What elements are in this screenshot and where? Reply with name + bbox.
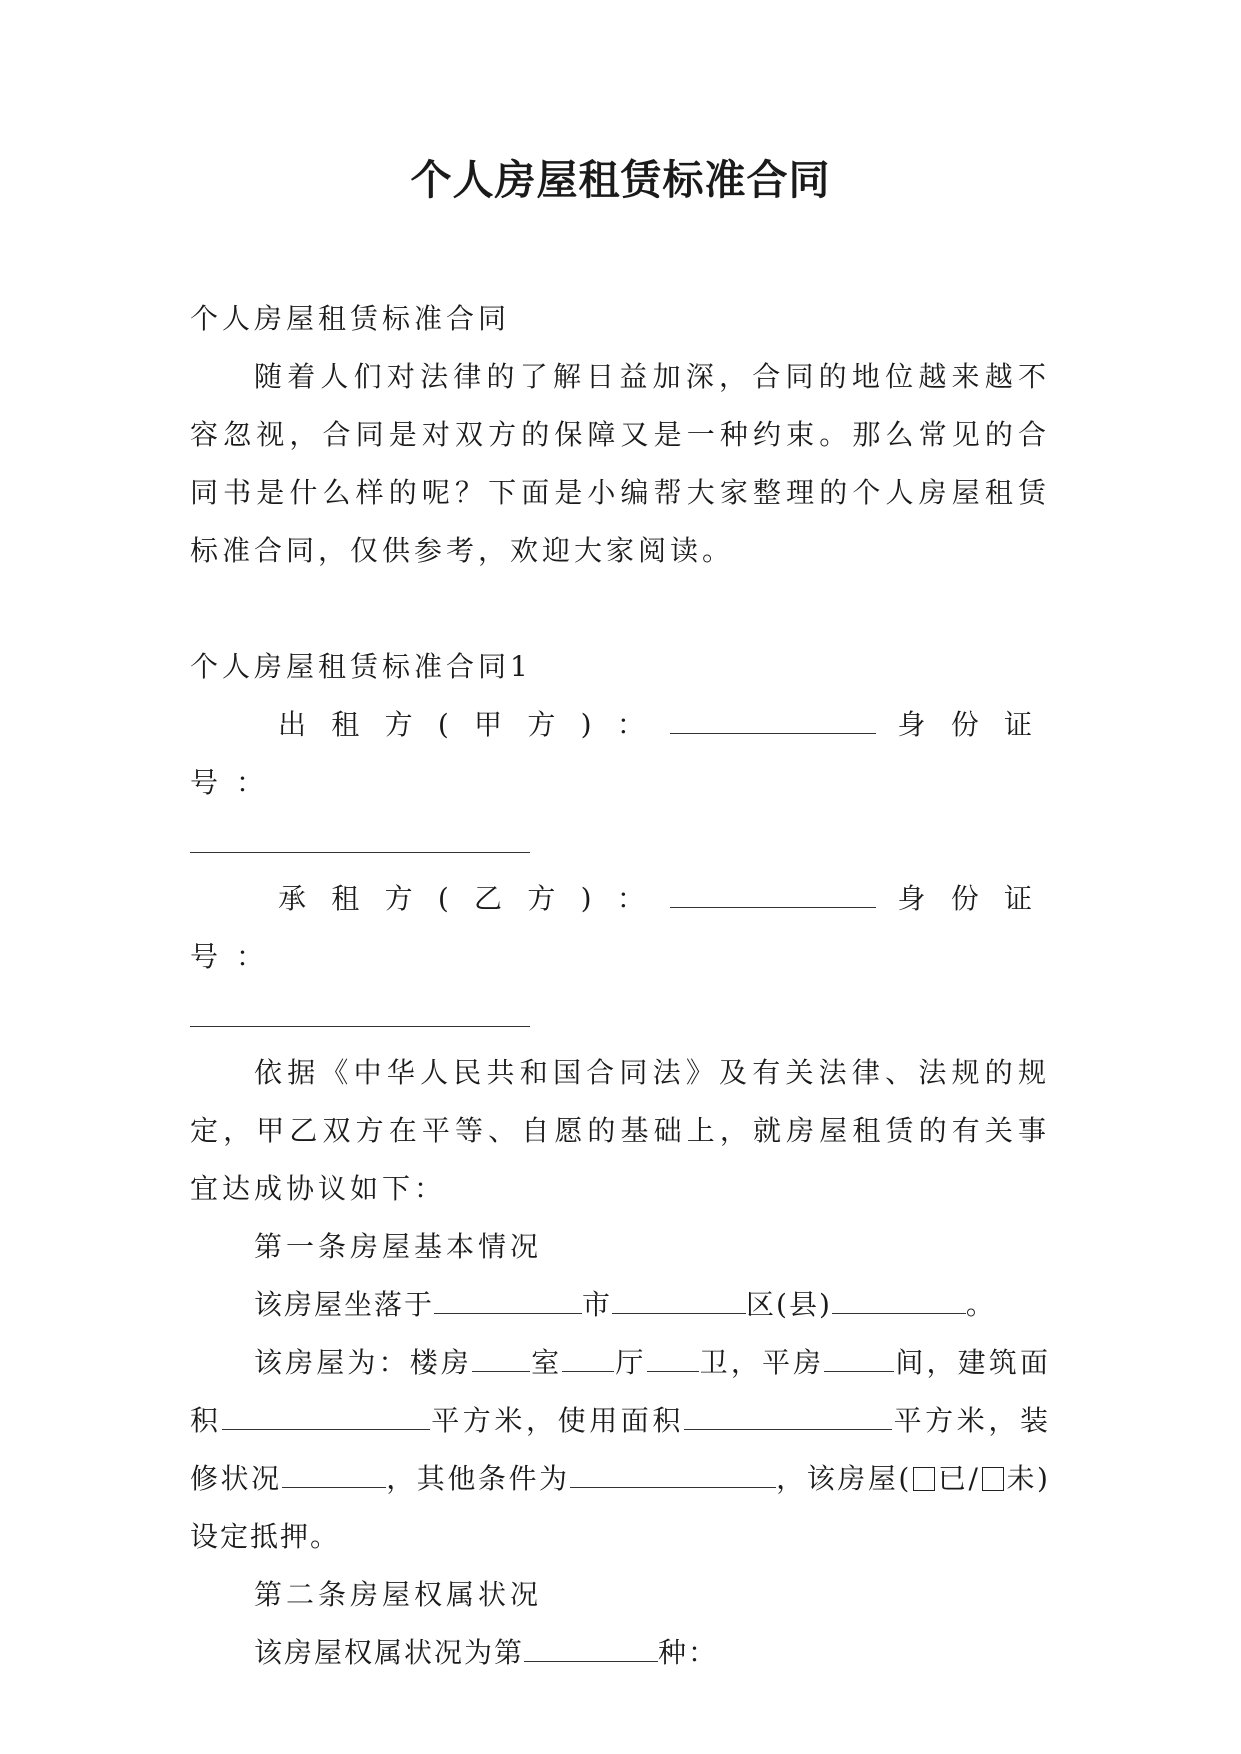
article2-heading: 第二条房屋权属状况 [254, 1578, 543, 1611]
party-b-id-label: 身份证号： [190, 882, 1050, 973]
use-area-blank[interactable] [684, 1407, 892, 1430]
details-prefix: 该房屋为：楼房 [254, 1346, 472, 1379]
mortgage-yes-checkbox[interactable] [913, 1467, 935, 1491]
building-area-blank[interactable] [222, 1407, 430, 1430]
city-label: 市 [582, 1288, 613, 1321]
party-b-label: 承租方(乙方)： [278, 882, 671, 915]
bath-blank[interactable] [647, 1349, 699, 1372]
document-body [190, 290, 1050, 1682]
details-comma: ， [775, 1462, 807, 1495]
article2-prefix: 该房屋权属状况为第 [254, 1636, 525, 1669]
article1-heading: 第一条房屋基本情况 [254, 1230, 543, 1263]
hall-blank[interactable] [562, 1349, 614, 1372]
article2-suffix: 种： [658, 1636, 719, 1669]
party-a-line [190, 696, 1050, 812]
party-b-id-blank[interactable] [190, 1004, 530, 1027]
party-b-line [190, 870, 1050, 986]
party-a-label: 出租方(甲方)： [278, 708, 671, 741]
decoration-blank[interactable] [282, 1465, 386, 1488]
mortgage-no-checkbox[interactable] [982, 1467, 1004, 1491]
room-label: 室 [529, 1346, 563, 1379]
intro-paragraph: 随着人们对法律的了解日益加深，合同的地位越来越不容忽视，合同是对双方的保障又是一种约束。那么常见的合同书是什么样的呢？下面是小编帮大家整理的个人房屋租赁标准合同，仅供参考，欢迎大家阅读。 [190, 360, 1050, 567]
jian-blank[interactable] [824, 1349, 894, 1372]
mortgage-no-label: 未)设定抵押。 [190, 1462, 1050, 1553]
article1-location-line [190, 1276, 1050, 1334]
sqm-use-label: 平方米，使用面积 [429, 1404, 684, 1437]
document-title: 个人房屋租赁标准合同 [410, 156, 831, 204]
mortgage-yes-label: 已/ [937, 1462, 980, 1495]
ownership-type-blank[interactable] [524, 1639, 658, 1662]
other-label: ，其他条件为 [385, 1462, 570, 1495]
location-blank-2[interactable] [612, 1291, 746, 1314]
section-heading: 个人房屋租赁标准合同1 [190, 650, 532, 683]
bath-label: 卫，平房 [698, 1346, 825, 1379]
intro-heading: 个人房屋租赁标准合同 [190, 302, 511, 335]
other-blank[interactable] [570, 1465, 776, 1488]
location-blank-3[interactable] [832, 1291, 966, 1314]
location-end: 。 [965, 1288, 996, 1321]
room-blank[interactable] [472, 1349, 530, 1372]
article1-details-paragraph [190, 1334, 1050, 1566]
party-a-id-label: 身份证号： [190, 708, 1050, 799]
party-b-name-blank[interactable] [670, 885, 876, 908]
article2-line [190, 1624, 1050, 1682]
location-prefix: 该房屋坐落于 [254, 1288, 435, 1321]
party-a-id-line [190, 812, 1050, 870]
basis-paragraph: 依据《中华人民共和国合同法》及有关法律、法规的规定，甲乙双方在平等、自愿的基础上，就房屋租赁的有关事宜达成协议如下： [190, 1056, 1050, 1205]
party-a-name-blank[interactable] [670, 711, 876, 734]
building-area-label: 建筑面积 [190, 1346, 1050, 1437]
district-label: 区(县) [746, 1288, 832, 1321]
jian-label: 间， [894, 1346, 958, 1379]
location-blank-1[interactable] [434, 1291, 582, 1314]
hall-label: 厅 [614, 1346, 647, 1379]
party-b-id-line [190, 986, 1050, 1044]
mortgage-prefix: 该房屋( [806, 1462, 912, 1495]
party-a-id-blank[interactable] [190, 830, 530, 853]
sqm-deco-label: 平方米，装修状况 [190, 1404, 1050, 1495]
